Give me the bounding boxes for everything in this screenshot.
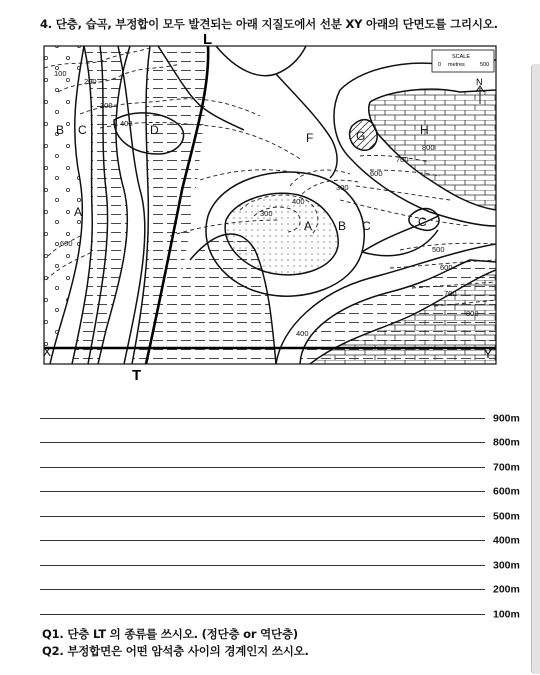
contour-label-400-nw: 400 xyxy=(120,119,133,128)
contour-label-700-se: 700 xyxy=(444,289,457,298)
contour-label-600-ne: 600 xyxy=(370,169,383,178)
contour-label-800-se: 800 xyxy=(466,309,479,318)
contour-label-600-e: 600 xyxy=(440,263,453,272)
elevation-label-900: 900m xyxy=(493,412,520,425)
cross-section-grid xyxy=(40,408,540,621)
grid-line-600 xyxy=(40,491,485,492)
contour-label-100-nw: 100 xyxy=(54,69,67,78)
unit-label-d: D xyxy=(150,123,159,137)
grid-line-300 xyxy=(40,565,485,566)
unit-label-c-right: C xyxy=(418,215,427,229)
elevation-label-200: 200m xyxy=(493,583,520,596)
scale-max: 500 xyxy=(480,62,490,68)
elevation-label-500: 500m xyxy=(493,510,520,523)
contour-label-300-center: 300 xyxy=(336,183,349,192)
fault-label-l: L xyxy=(203,31,213,48)
scale-bar xyxy=(432,50,494,72)
elevation-label-700: 700m xyxy=(493,461,520,474)
unit-label-f: F xyxy=(306,131,314,145)
question-q1: Q1. 단층 LT 의 종류를 쓰시오. (정단층 or 역단층) xyxy=(42,627,298,641)
north-label: N xyxy=(476,77,483,87)
contour-label-400-s: 400 xyxy=(296,329,309,338)
contour-label-800-ne: 800 xyxy=(422,143,435,152)
geologic-map-drawing xyxy=(40,30,540,385)
unit-label-b-center: B xyxy=(338,219,347,233)
elevation-label-100: 100m xyxy=(493,608,520,621)
unit-label-b-left: B xyxy=(56,123,65,137)
question-q2: Q2. 부정합면은 어떤 암석층 사이의 경계인지 쓰시오. xyxy=(42,644,309,658)
elevation-label-400: 400m xyxy=(493,534,520,547)
scale-zero: 0 xyxy=(438,62,442,68)
grid-line-500 xyxy=(40,516,485,517)
grid-line-900 xyxy=(40,418,485,419)
unit-label-a-left: A xyxy=(74,205,83,219)
scale-unit: metres xyxy=(448,62,465,68)
unit-label-c-left: C xyxy=(78,123,87,137)
question-title: 4. 단층, 습곡, 부정합이 모두 발견되는 아래 지질도에서 선분 XY 아래의 단면도를 그리시오. xyxy=(40,17,498,31)
scale-title: SCALE xyxy=(452,54,471,60)
section-label-y: Y xyxy=(484,347,493,361)
elevation-label-300: 300m xyxy=(493,559,520,572)
unit-label-c-center: C xyxy=(362,219,371,233)
contour-label-400-center: 400 xyxy=(292,197,305,206)
unit-label-h: H xyxy=(420,123,429,137)
contour-label-500-e: 500 xyxy=(432,245,445,254)
grid-line-400 xyxy=(40,540,485,541)
elevation-label-600: 600m xyxy=(493,485,520,498)
grid-line-700 xyxy=(40,467,485,468)
unit-label-a-center: A xyxy=(304,219,313,233)
unit-label-g: G xyxy=(356,129,366,143)
grid-line-200 xyxy=(40,589,485,590)
grid-line-800 xyxy=(40,442,485,443)
contour-label-300-nw: 300 xyxy=(100,101,113,110)
contour-label-200-nw: 200 xyxy=(84,77,97,86)
contour-label-600-w: 600 xyxy=(60,239,73,248)
contour-label-700-ne: 700 xyxy=(396,155,409,164)
section-label-x: X xyxy=(43,345,52,359)
fault-label-t: T xyxy=(132,367,142,384)
elevation-label-800: 800m xyxy=(493,436,520,449)
contour-label-300-dome: 300 xyxy=(260,209,273,218)
grid-line-100 xyxy=(40,614,485,615)
geologic-map xyxy=(40,30,540,385)
